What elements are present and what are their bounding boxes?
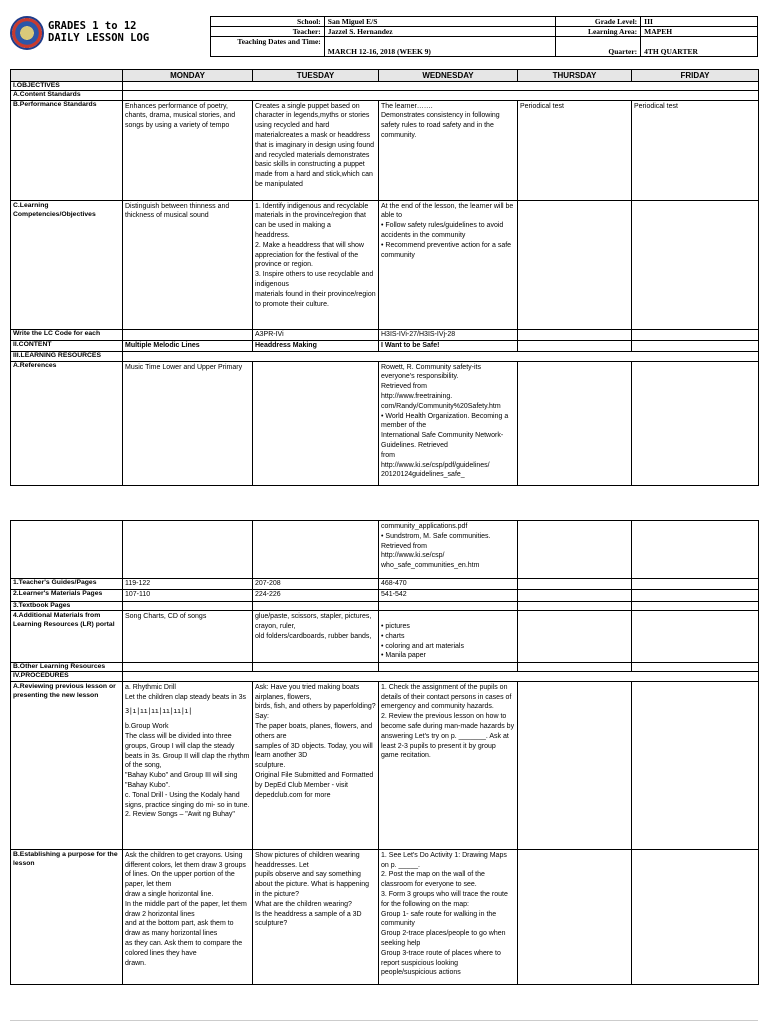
textbook-fri <box>632 601 759 610</box>
purpose-tue: Show pictures of children wearing headdresses. Let pupils observe and say something about the picture. What is happening in the picture? What are the children wearing? Is the headdress a sample of a 3D sculpture? <box>253 849 379 984</box>
content-wed: I Want to be Safe! <box>379 340 518 351</box>
textbook-wed <box>379 601 518 610</box>
tg-mon: 119-122 <box>123 579 253 590</box>
lc-code-wed: H3IS-IVi-27/H3IS-IVj-28 <box>379 329 518 340</box>
review-mon-cell <box>123 681 253 849</box>
dll-title <box>48 20 149 44</box>
grade-label: Grade Level: <box>556 17 641 27</box>
content-standards-row <box>123 91 759 100</box>
review-tue: Ask: Have you tried making boats airplanes, flowers, birds, fish, and others by paperfolding? Say: The paper boats, planes, flowers, and others are samples of 3D objects. Today, you will learn another 3D sculpture. Original File Submitted and Formatted by DepEd Club Member - visit depedclub.com for more <box>253 681 379 849</box>
performance-fri: Periodical test <box>632 100 759 200</box>
references-cont-tue <box>253 521 379 579</box>
competencies-fri <box>632 200 759 329</box>
references-wed: Rowett, R. Community safety-its everyone's responsibility. Retrieved from http://www.freetraining. com/Randy/Community%20Safety.htm • World Health Organization. Becoming a member of the International Safe Community Network-Guidelines. Retrieved from http://www.ki.se/csp/pdf/guidelines/ 20120124guidelines_safe_ <box>379 361 518 485</box>
performance-mon: Enhances performance of poetry, chants, drama, musical stories, and songs by using a variety of tempo <box>123 100 253 200</box>
quarter-label: Quarter: <box>556 37 641 57</box>
objectives-row <box>123 82 759 91</box>
review-fri <box>632 681 759 849</box>
day-tuesday: TUESDAY <box>253 70 379 82</box>
references-cont-label <box>11 521 123 579</box>
review-thu <box>518 681 632 849</box>
other-mon <box>123 663 253 672</box>
day-wednesday: WEDNESDAY <box>379 70 518 82</box>
lc-code-fri <box>632 329 759 340</box>
procedures-row <box>123 672 759 681</box>
review-wed: 1. Check the assignment of the pupils on details of their contact persons in cases of emergency and community hazards. 2. Review the previous lesson on how to become safe during man-made hazards by answering Let's try on p. _______. Ask at least 2-3 pupils to present it by group game recitation. <box>379 681 518 849</box>
references-mon: Music Time Lower and Upper Primary <box>123 361 253 485</box>
purpose-mon: Ask the children to get crayons. Using different colors, let them draw 3 groups of lines. On the upper portion of the paper, let them draw a single horizontal line. In the middle part of the paper, let them draw 2 horizontal lines and at the bottom part, ask them to draw as many horizontal lines as they can. Ask them to compare the colored lines they have drawn. <box>123 849 253 984</box>
purpose-wed: 1. See Let's Do Activity 1: Drawing Maps on p. _____. 2. Post the map on the wall of the classroom for everyone to see. 3. Form 3 groups who will trace the route for the following on the map: Group 1- safe route for walking in the community Group 2-trace places/people to go when seeking help Group 3-trace route of places where to report suspicious looking people/suspicious actions <box>379 849 518 984</box>
lm-mon: 107-110 <box>123 590 253 601</box>
textbook-thu <box>518 601 632 610</box>
additional-label: 4.Additional Materials from Learning Resources (LR) portal <box>11 611 123 663</box>
textbook-mon <box>123 601 253 610</box>
page-edge <box>10 1020 758 1021</box>
competencies-tue: 1. Identify indigenous and recyclable materials in the province/region that can be used in making a headdress. 2. Make a headdress that will show appreciation for the festival of the province or region. 3. Inspire others to use recyclable and indigenous materials found in their province/region to promote their culture. <box>253 200 379 329</box>
purpose-thu <box>518 849 632 984</box>
lm-label: 2.Learner's Materials Pages <box>11 590 123 601</box>
teacher-label: Teacher: <box>211 27 325 37</box>
lc-code-mon <box>123 329 253 340</box>
references-cont-fri <box>632 521 759 579</box>
dates-label: Teaching Dates and Time: <box>211 37 325 57</box>
rhythm-notation: 3|ı|ıı|ıı|ıı|ıı|ı| <box>125 707 192 716</box>
other-thu <box>518 663 632 672</box>
title-line-1: GRADES 1 to 12 <box>48 20 137 32</box>
additional-fri <box>632 611 759 663</box>
review-mon-a: a. Rhythmic Drill Let the children clap steady beats in 3s <box>125 683 247 701</box>
tg-label: 1.Teacher's Guides/Pages <box>11 579 123 590</box>
competencies-label: C.Learning Competencies/Objectives <box>11 200 123 329</box>
performance-thu: Periodical test <box>518 100 632 200</box>
dates-value: MARCH 12-16, 2018 (WEEK 9) <box>324 37 556 57</box>
content-standards-label: A.Content Standards <box>11 91 123 100</box>
school-label: School: <box>211 17 325 27</box>
objectives-label: I.OBJECTIVES <box>11 82 123 91</box>
deped-seal-icon <box>10 16 44 50</box>
other-resources-label: B.Other Learning Resources <box>11 663 123 672</box>
references-label: A.References <box>11 361 123 485</box>
tg-fri <box>632 579 759 590</box>
textbook-tue <box>253 601 379 610</box>
lc-code-label: Write the LC Code for each <box>11 329 123 340</box>
references-wed-cont: community_applications.pdf • Sundstrom, M. Safe communities. Retrieved from http://www.ki.se/csp/ who_safe_communities_en.htm <box>379 521 518 579</box>
content-tue: Headdress Making <box>253 340 379 351</box>
references-cont-mon <box>123 521 253 579</box>
review-label: A.Reviewing previous lesson or presenting the new lesson <box>11 681 123 849</box>
day-monday: MONDAY <box>123 70 253 82</box>
references-thu <box>518 361 632 485</box>
resources-row <box>123 352 759 361</box>
lesson-table-page-2 <box>10 520 759 985</box>
review-mon-b: b.Group Work The class will be divided into three groups, Group I will clap the steady beats in 3s. Group II will clap the rhythm of the song, "Bahay Kubo" and Group III will sing "Bahay Kubo". c. Tonal Drill - Using the Kodaly hand signs, practice singing do mi- so in tune. 2. Review Songs – "Awit ng Buhay" <box>125 723 250 819</box>
other-tue <box>253 663 379 672</box>
corner-cell <box>11 70 123 82</box>
references-cont-thu <box>518 521 632 579</box>
references-fri <box>632 361 759 485</box>
content-mon: Multiple Melodic Lines <box>123 340 253 351</box>
additional-wed: • pictures • charts • coloring and art materials • Manila paper <box>379 611 518 663</box>
additional-mon: Song Charts, CD of songs <box>123 611 253 663</box>
lc-code-thu <box>518 329 632 340</box>
tg-tue: 207-208 <box>253 579 379 590</box>
competencies-wed: At the end of the lesson, the learner will be able to • Follow safety rules/guidelines to avoid accidents in the community • Recommend preventive action for a safe community <box>379 200 518 329</box>
lm-thu <box>518 590 632 601</box>
procedures-label: IV.PROCEDURES <box>11 672 123 681</box>
references-tue <box>253 361 379 485</box>
tg-thu <box>518 579 632 590</box>
performance-wed: The learner……. Demonstrates consistency in following safety rules to road safety and in the community. <box>379 100 518 200</box>
performance-standards-label: B.Performance Standards <box>11 100 123 200</box>
content-label: II.CONTENT <box>11 340 123 351</box>
info-table <box>210 16 758 57</box>
competencies-mon: Distinguish between thinness and thickness of musical sound <box>123 200 253 329</box>
day-friday: FRIDAY <box>632 70 759 82</box>
quarter-value: 4TH QUARTER <box>641 37 758 57</box>
content-thu <box>518 340 632 351</box>
other-wed <box>379 663 518 672</box>
lm-wed: 541-542 <box>379 590 518 601</box>
dll-header <box>10 16 758 64</box>
content-fri <box>632 340 759 351</box>
day-thursday: THURSDAY <box>518 70 632 82</box>
additional-thu <box>518 611 632 663</box>
lm-tue: 224-226 <box>253 590 379 601</box>
lesson-table-page-1 <box>10 69 759 486</box>
purpose-fri <box>632 849 759 984</box>
teacher-value: Jazzel S. Hernandez <box>324 27 556 37</box>
tg-wed: 468-470 <box>379 579 518 590</box>
title-line-2: DAILY LESSON LOG <box>48 32 150 44</box>
school-value: San Miguel E/S <box>324 17 556 27</box>
purpose-label: B.Establishing a purpose for the lesson <box>11 849 123 984</box>
area-label: Learning Area: <box>556 27 641 37</box>
competencies-thu <box>518 200 632 329</box>
grade-value: III <box>641 17 758 27</box>
other-fri <box>632 663 759 672</box>
area-value: MAPEH <box>641 27 758 37</box>
textbook-label: 3.Textbook Pages <box>11 601 123 610</box>
lm-fri <box>632 590 759 601</box>
resources-label: III.LEARNING RESOURCES <box>11 352 123 361</box>
additional-tue: glue/paste, scissors, stapler, pictures, crayon, ruler, old folders/cardboards, rubber bands, <box>253 611 379 663</box>
lc-code-tue: A3PR-IVi <box>253 329 379 340</box>
performance-tue: Creates a single puppet based on character in legends,myths or stories using recycled and hard materialcreates a mask or headdress that is imaginary in design using found and recycled materials demonstrates basic skills in constructing a puppet made from a hard and stick,which can be manipulated <box>253 100 379 200</box>
